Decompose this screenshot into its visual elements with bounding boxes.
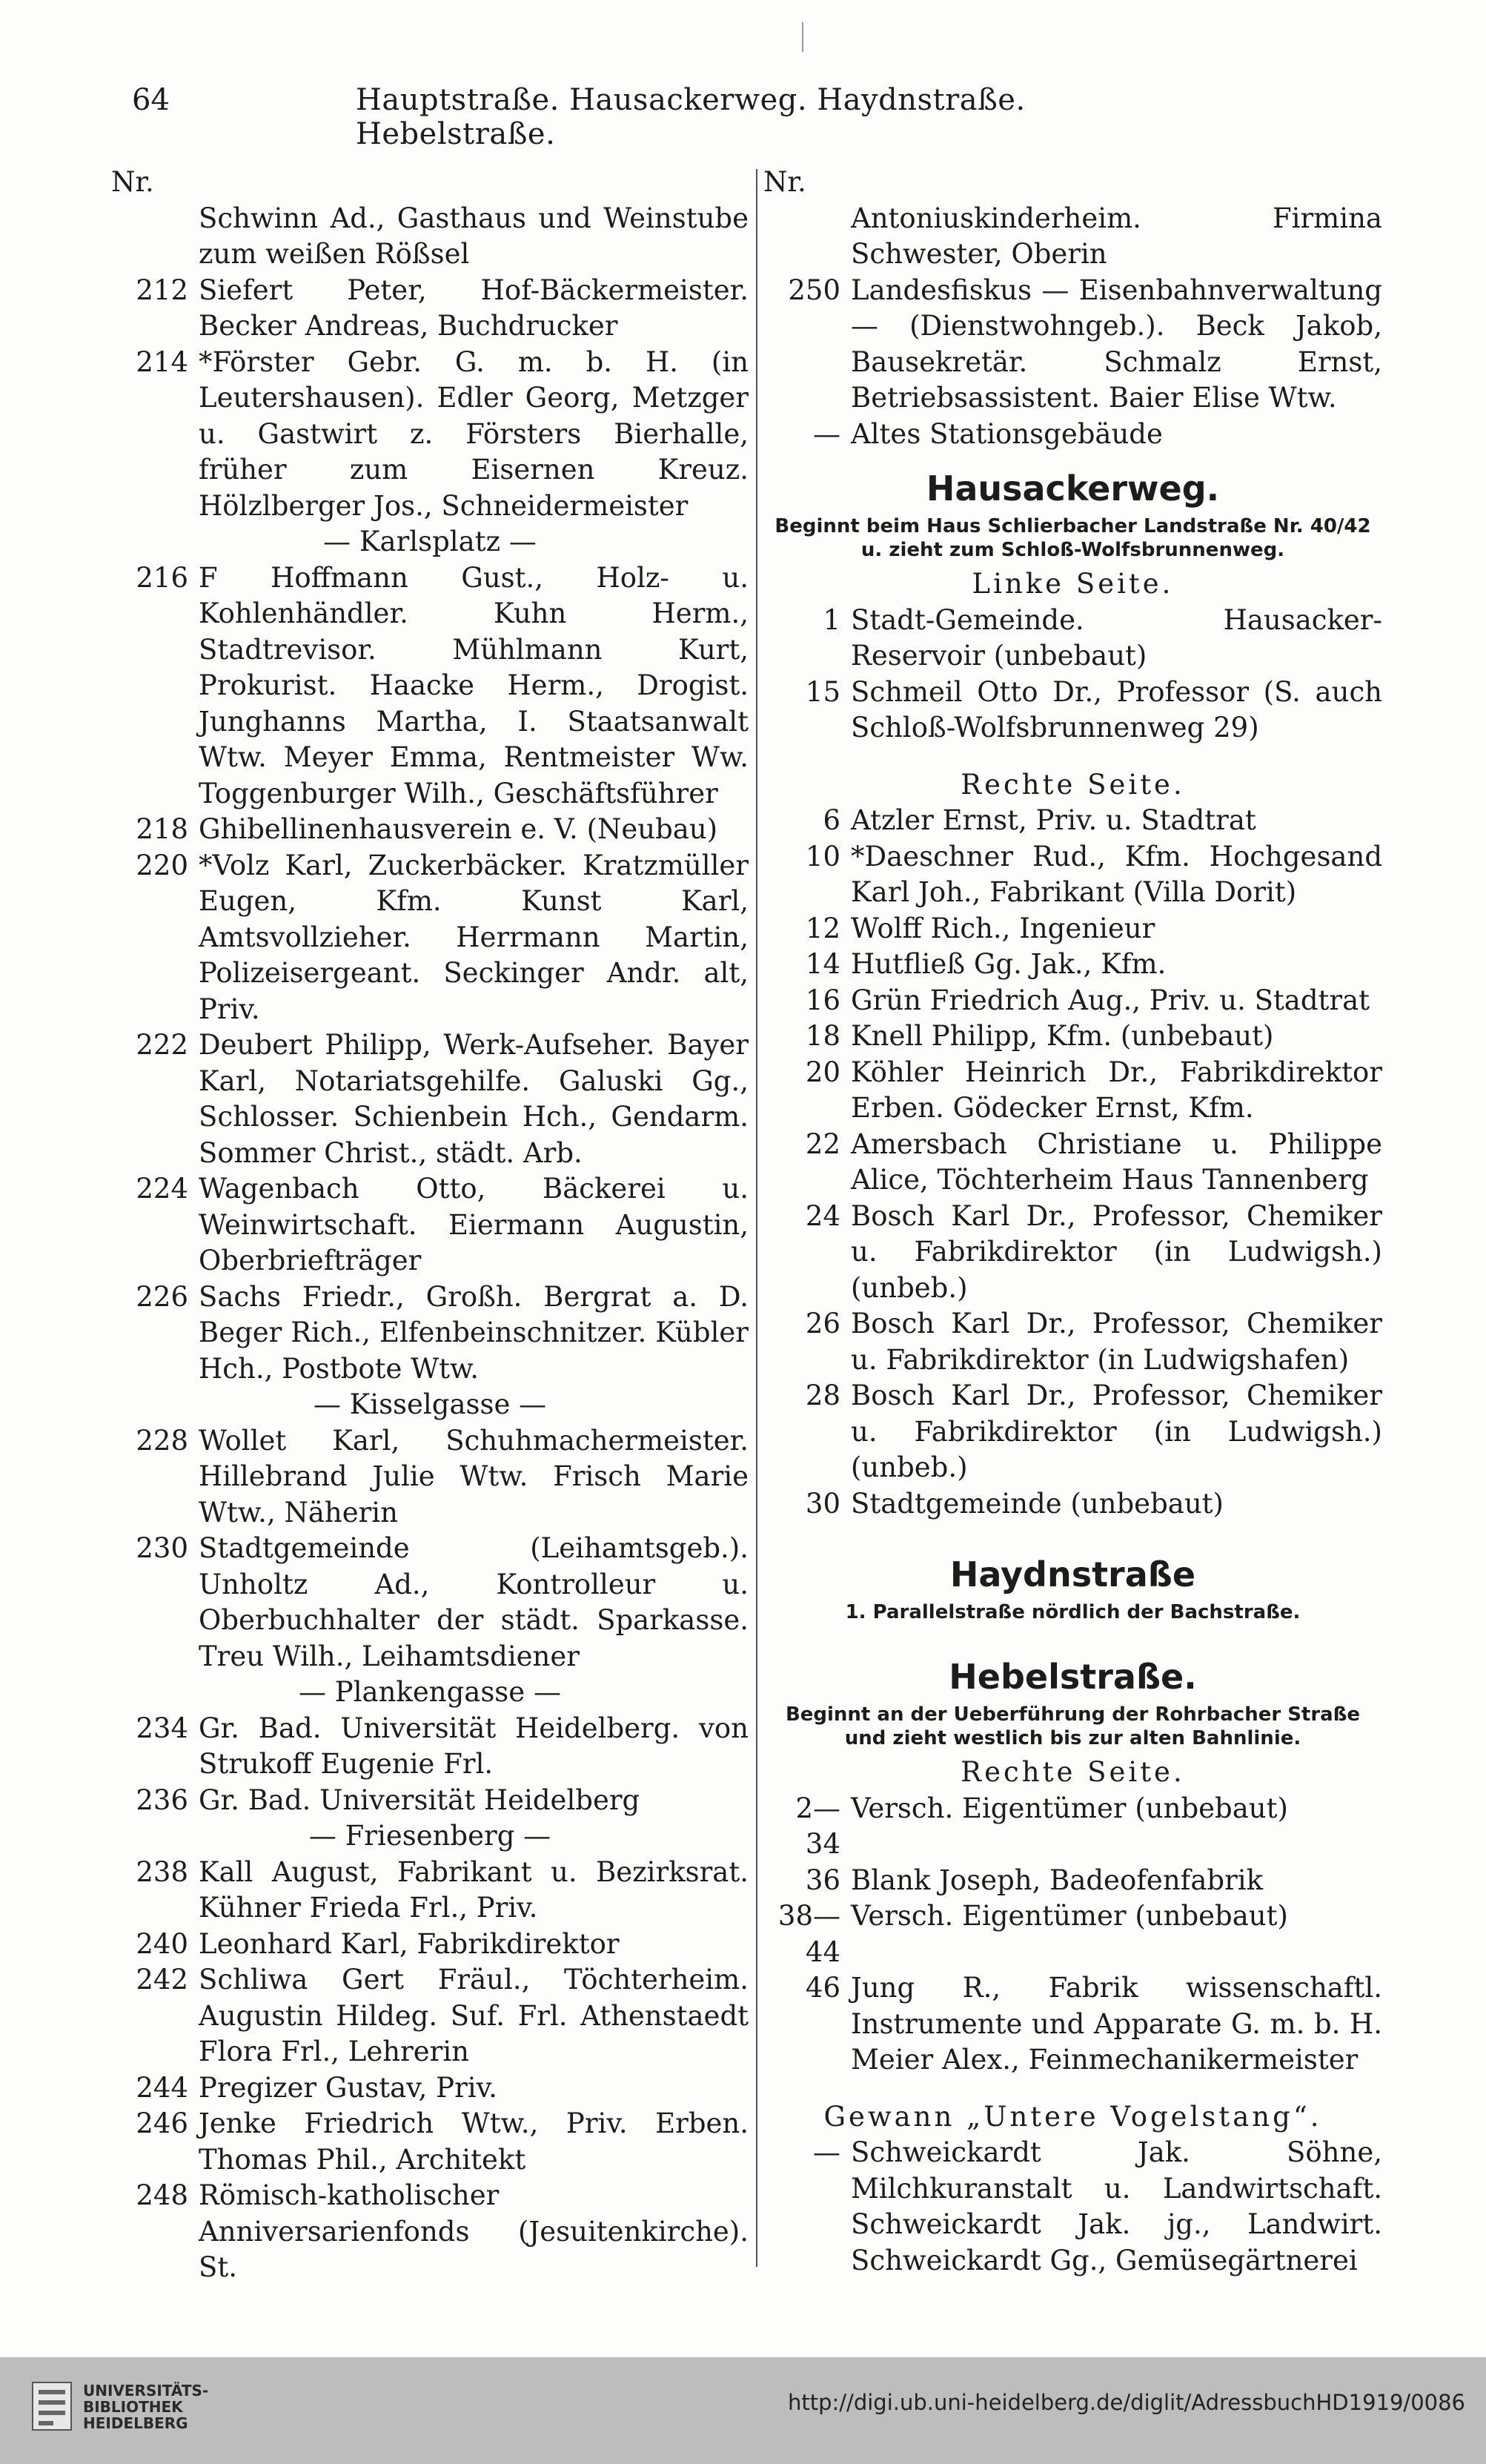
address-entry xyxy=(111,201,749,273)
resident-text: Wolff Rich., Ingenieur xyxy=(851,912,1155,944)
address-entry xyxy=(763,911,1382,947)
gewann-label: Gewann „Untere Vogelstang“. xyxy=(823,2100,1322,2133)
house-number: 212 xyxy=(136,274,188,306)
resident-text: *Volz Karl, Zuckerbäcker. Kratzmüller Eugen, Kfm. Kunst Karl, Amtsvollzieher. Herrmann Martin, Polizeisergeant. Seckinger Andr. alt, Priv. xyxy=(199,849,749,1025)
resident-text: *Daeschner Rud., Kfm. Hochgesand Karl Joh., Fabrikant (Villa Dorit) xyxy=(851,840,1382,908)
address-entry xyxy=(763,417,1382,453)
left-column xyxy=(111,165,749,2286)
house-number: 222 xyxy=(136,1029,188,1061)
resident-text: Kall August, Fabrikant u. Bezirksrat. Kühner Frieda Frl., Priv. xyxy=(199,1855,749,1924)
house-number: 246 xyxy=(136,2107,188,2139)
resident-text: Stadtgemeinde (unbebaut) xyxy=(851,1487,1224,1520)
address-entry xyxy=(763,1863,1382,1899)
right-column xyxy=(763,165,1382,2279)
side-label-right: Rechte Seite. xyxy=(961,1756,1185,1788)
resident-text: Versch. Eigentümer (unbebaut) xyxy=(851,1792,1288,1824)
address-entry xyxy=(111,1855,749,1927)
resident-text: Römisch-katholischer Anniversarienfonds (Jesuitenkirche). St. xyxy=(199,2179,749,2283)
address-entry: — Friesenberg — xyxy=(308,1820,551,1852)
resident-text: Bosch Karl Dr., Professor, Chemiker u. Fabrikdirektor (in Ludwigsh.) (unbeb.) xyxy=(851,1199,1382,1304)
address-entry: — Kisselgasse — xyxy=(313,1388,547,1420)
street-heading-hebelstrasse: Hebelstraße. xyxy=(949,1657,1197,1697)
address-entry xyxy=(763,1791,1382,1863)
address-entry xyxy=(111,2178,749,2286)
resident-text: Schweickardt Jak. Söhne, Milchkuranstalt u. Landwirtschaft. Schweickardt Jak. jg., Landwirt. Schweickardt Gg., Gemüsegärtnerei xyxy=(851,2136,1382,2276)
house-number: — xyxy=(813,417,840,450)
house-number: 250 xyxy=(788,274,840,306)
resident-text: Siefert Peter, Hof-Bäckermeister. Becker Andreas, Buchdrucker xyxy=(199,274,749,342)
resident-text: Gr. Bad. Universität Heidelberg xyxy=(199,1784,640,1816)
resident-text: Antoniuskinderheim. Firmina Schwester, Oberin xyxy=(851,202,1382,270)
house-number: 18 xyxy=(805,1020,840,1052)
resident-text: Stadt-Gemeinde. Hausacker-Reservoir (unbebaut) xyxy=(851,603,1382,672)
address-entry xyxy=(763,1127,1382,1199)
address-entry xyxy=(763,839,1382,911)
house-number: 248 xyxy=(136,2179,188,2211)
resident-text: Stadtgemeinde (Leihamtsgeb.). Unholtz Ad., Kontrolleur u. Oberbuchhalter der städt. Sparkasse. Treu Wilh., Leihamtsdiener xyxy=(199,1532,749,1672)
house-number: — xyxy=(813,2136,840,2168)
address-entry xyxy=(763,201,1382,273)
house-number: 244 xyxy=(136,2071,188,2104)
house-number: 14 xyxy=(805,948,840,980)
house-number: 236 xyxy=(136,1784,188,1816)
resident-text: Leonhard Karl, Fabrikdirektor xyxy=(199,1927,620,1960)
address-entry xyxy=(111,1531,749,1675)
resident-text: Altes Stationsgebäude xyxy=(851,417,1163,450)
resident-text: Jung R., Fabrik wissenschaftl. Instrumente und Apparate G. m. b. H. Meier Alex., Feinmechanikermeister xyxy=(851,1972,1382,2076)
house-number: 238 xyxy=(136,1855,188,1888)
address-entry xyxy=(111,1962,749,2070)
house-number: 15 xyxy=(805,675,840,708)
house-number: 220 xyxy=(136,849,188,881)
resident-text: Wollet Karl, Schuhmachermeister. Hillebrand Julie Wtw. Frisch Marie Wtw., Näherin xyxy=(199,1424,749,1529)
house-number: 28 xyxy=(805,1380,840,1411)
house-number: 2—34 xyxy=(795,1792,840,1860)
library-name: UNIVERSITÄTS- BIBLIOTHEK HEIDELBERG xyxy=(83,2382,209,2432)
address-entry xyxy=(111,2106,749,2178)
address-entry xyxy=(763,1306,1382,1378)
resident-text: Bosch Karl Dr., Professor, Chemiker u. Fabrikdirektor (in Ludwigsh.) (unbeb.) xyxy=(851,1380,1382,1483)
house-number: 6 xyxy=(823,804,840,836)
address-entry: — Plankengasse — xyxy=(299,1676,561,1708)
address-entry xyxy=(763,675,1382,746)
address-entry xyxy=(763,983,1382,1019)
nr-label: Nr. xyxy=(111,166,154,198)
address-entry: — Karlsplatz — xyxy=(323,526,537,557)
address-entry xyxy=(763,1019,1382,1055)
address-entry xyxy=(111,273,749,345)
scan-mark xyxy=(802,22,803,52)
address-entry xyxy=(111,848,749,1028)
house-number: 46 xyxy=(805,1972,840,2004)
address-entry xyxy=(111,812,749,848)
resident-text: Gr. Bad. Universität Heidelberg. von Strukoff Eugenie Frl. xyxy=(199,1712,749,1780)
house-number: 10 xyxy=(805,840,840,872)
resident-text: Grün Friedrich Aug., Priv. u. Stadtrat xyxy=(851,984,1370,1016)
address-entry xyxy=(111,560,749,812)
resident-text: Schliwa Gert Fräul., Töchterheim. Augustin Hildeg. Suf. Frl. Athenstaedt Flora Frl., Lehrerin xyxy=(199,1964,749,2067)
address-entry xyxy=(111,1927,749,1963)
resident-text: Köhler Heinrich Dr., Fabrikdirektor Erben. Gödecker Ernst, Kfm. xyxy=(851,1056,1382,1124)
resident-text: Versch. Eigentümer (unbebaut) xyxy=(851,1900,1288,1932)
address-entry xyxy=(763,1055,1382,1127)
right-entry-list xyxy=(763,201,1382,453)
house-number: 214 xyxy=(136,345,188,378)
side-label-right: Rechte Seite. xyxy=(961,768,1185,801)
house-number: 16 xyxy=(805,984,840,1016)
house-number: 230 xyxy=(136,1532,188,1564)
resident-text: Bosch Karl Dr., Professor, Chemiker u. Fabrikdirektor (in Ludwigshafen) xyxy=(851,1308,1382,1376)
house-number: 20 xyxy=(805,1056,840,1088)
street-description-hebelstrasse: Beginnt an der Ueberführung der Rohrbacher Straße und zieht westlich bis zur alten Bahnlinie. xyxy=(785,1703,1361,1749)
house-number: 30 xyxy=(805,1487,840,1520)
house-number: 216 xyxy=(136,561,188,594)
resident-text: Ghibellinenhausverein e. V. (Neubau) xyxy=(199,813,718,845)
resident-text: Atzler Ernst, Priv. u. Stadtrat xyxy=(851,804,1256,836)
address-entry xyxy=(111,1783,749,1819)
hebelstrasse-list xyxy=(763,1791,1382,2079)
resident-text: Amersbach Christiane u. Philippe Alice, Töchterheim Haus Tannenberg xyxy=(851,1127,1382,1196)
resident-text: Blank Joseph, Badeofenfabrik xyxy=(851,1864,1264,1896)
address-entry xyxy=(111,1171,749,1279)
address-entry xyxy=(763,803,1382,839)
left-entry-list xyxy=(111,201,749,2286)
address-entry xyxy=(111,2070,749,2107)
address-entry xyxy=(111,345,749,525)
street-description-haydnstrasse: 1. Parallelstraße nördlich der Bachstraße. xyxy=(845,1601,1301,1623)
side-label-left: Linke Seite. xyxy=(972,568,1174,600)
resident-text: Schwinn Ad., Gasthaus und Weinstube zum weißen Rößsel xyxy=(199,202,749,270)
resident-text: *Förster Gebr. G. m. b. H. (in Leutershausen). Edler Georg, Metzger u. Gastwirt z. Försters Bierhalle, früher zum Eisernen Kreuz. Hölzlberger Jos., Schneidermeister xyxy=(199,345,749,522)
house-number: 24 xyxy=(805,1199,840,1232)
house-number: 242 xyxy=(136,1964,188,1996)
page-number: 64 xyxy=(132,83,170,117)
address-entry xyxy=(111,1711,749,1783)
address-entry xyxy=(763,1378,1382,1486)
resident-text: Jenke Friedrich Wtw., Priv. Erben. Thomas Phil., Architekt xyxy=(199,2107,749,2176)
street-description-hausackerweg: Beginnt beim Haus Schlierbacher Landstraße Nr. 40/42 u. zieht zum Schloß-Wolfsbrunnenweg. xyxy=(774,515,1371,561)
house-number: 234 xyxy=(136,1712,188,1744)
house-number: 38—44 xyxy=(777,1900,840,1968)
house-number: 228 xyxy=(136,1424,188,1457)
house-number: 26 xyxy=(805,1308,840,1339)
library-logo-icon xyxy=(30,2379,74,2433)
address-entry xyxy=(111,1027,749,1171)
resident-text: Wagenbach Otto, Bäckerei u. Weinwirtschaft. Eiermann Augustin, Oberbriefträger xyxy=(199,1173,749,1276)
address-entry xyxy=(763,1199,1382,1307)
house-number: 226 xyxy=(136,1280,188,1313)
address-entry xyxy=(763,947,1382,983)
hausackerweg-right-list xyxy=(763,803,1382,1522)
address-entry xyxy=(763,1970,1382,2079)
address-entry xyxy=(763,603,1382,675)
resident-text: Schmeil Otto Dr., Professor (S. auch Schloß-Wolfsbrunnenweg 29) xyxy=(851,675,1382,743)
address-entry xyxy=(763,273,1382,417)
resident-text: Landesfiskus — Eisenbahnverwaltung — (Dienstwohngeb.). Beck Jakob, Bausekretär. Schmalz Ernst, Betriebsassistent. Baier Elise Wtw. xyxy=(851,274,1382,414)
resident-text: F Hoffmann Gust., Holz- u. Kohlenhändler. Kuhn Herm., Stadtrevisor. Mühlmann Kurt, Prokurist. Haacke Herm., Drogist. Junghanns Martha, I. Staatsanwalt Wtw. Meyer Emma, Rentmeister Ww. Toggenburger Wilh., Geschäftsführer xyxy=(199,561,749,809)
house-number: 1 xyxy=(823,603,840,636)
resident-text: Hutfließ Gg. Jak., Kfm. xyxy=(851,948,1167,980)
column-divider xyxy=(756,169,757,2267)
house-number: 22 xyxy=(805,1127,840,1160)
hausackerweg-left-list xyxy=(763,603,1382,746)
street-heading-hausackerweg: Hausackerweg. xyxy=(926,468,1220,509)
running-title: Hauptstraße. Hausackerweg. Haydnstraße. Hebelstraße. xyxy=(356,83,1026,151)
street-heading-haydnstrasse: Haydnstraße xyxy=(949,1554,1196,1594)
house-number: 240 xyxy=(136,1927,188,1960)
nr-label: Nr. xyxy=(763,166,806,198)
address-entry xyxy=(763,1486,1382,1523)
source-url[interactable]: http://digi.ub.uni-heidelberg.de/diglit/AdressbuchHD1919/0086 xyxy=(787,2390,1465,2415)
house-number: 36 xyxy=(805,1864,840,1896)
resident-text: Knell Philipp, Kfm. (unbebaut) xyxy=(851,1020,1274,1052)
address-entry xyxy=(763,1898,1382,1970)
address-entry xyxy=(111,1279,749,1388)
address-entry xyxy=(763,2135,1382,2279)
house-number: 12 xyxy=(805,912,840,944)
resident-text: Sachs Friedr., Großh. Bergrat a. D. Beger Rich., Elfenbeinschnitzer. Kübler Hch., Postbote Wtw. xyxy=(199,1280,749,1385)
resident-text: Deubert Philipp, Werk-Aufseher. Bayer Karl, Notariatsgehilfe. Galuski Gg., Schlosser. Schienbein Hch., Gendarm. Sommer Christ., städt. Arb. xyxy=(199,1029,749,1169)
address-entry xyxy=(111,1423,749,1531)
resident-text: Pregizer Gustav, Priv. xyxy=(199,2071,497,2104)
gewann-list xyxy=(763,2135,1382,2279)
house-number: 224 xyxy=(136,1173,188,1205)
house-number: 218 xyxy=(136,813,188,845)
